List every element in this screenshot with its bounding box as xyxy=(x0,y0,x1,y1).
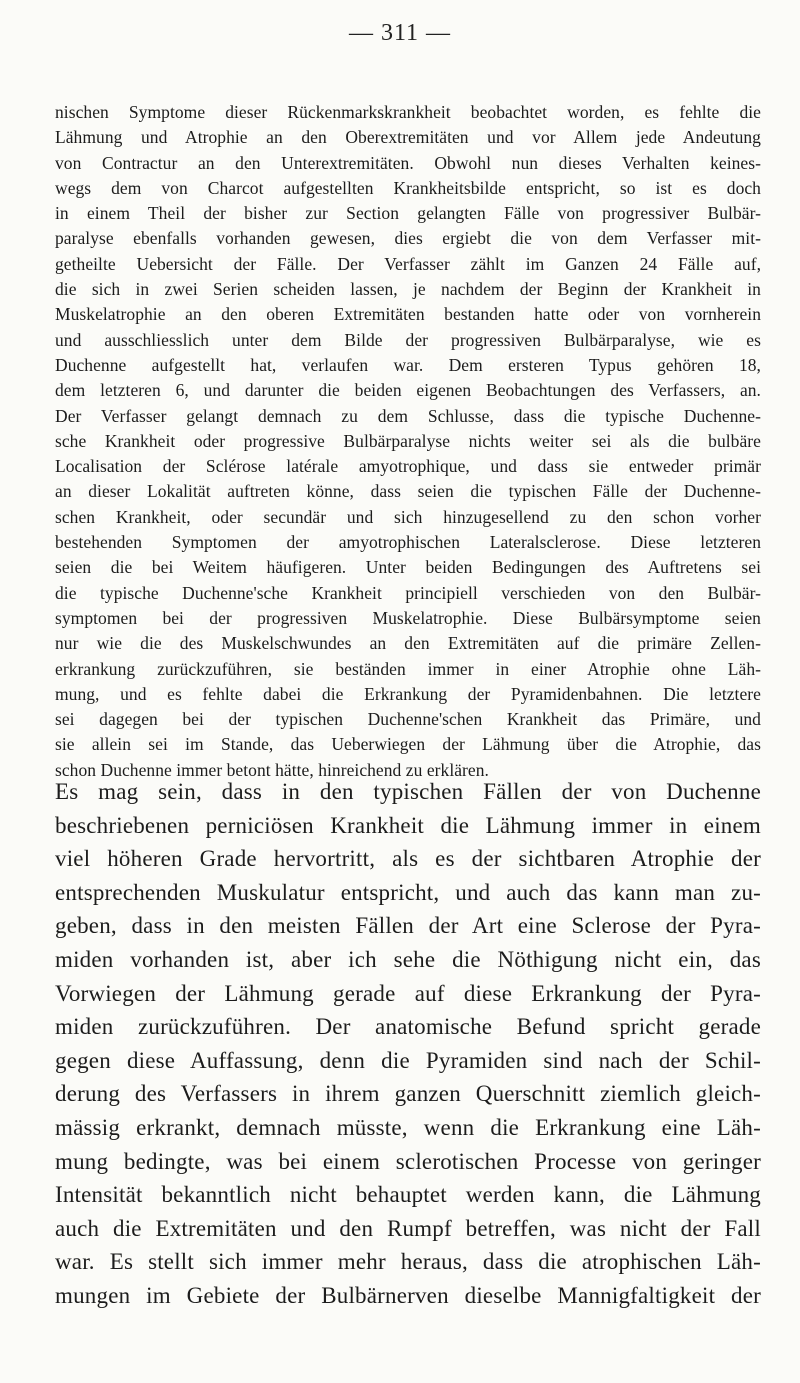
text-line: in einem Theil der bisher zur Section gelangten Fälle von progressiver Bulbär- xyxy=(55,203,761,224)
small-print-paragraph xyxy=(55,100,761,783)
text-line: nur wie die des Muskelschwundes an den Extremitäten auf die primäre Zellen- xyxy=(55,633,761,654)
large-print-paragraph xyxy=(55,775,761,1313)
text-line: sche Krankheit oder progressive Bulbärparalyse nichts weiter sei als die bulbäre xyxy=(55,430,761,451)
text-line: Intensität bekanntlich nicht behauptet werden kann, die Lähmung xyxy=(55,1182,761,1208)
text-line: viel höheren Grade hervortritt, als es der sichtbaren Atrophie der xyxy=(55,846,761,872)
text-line: Es mag sein, dass in den typischen Fällen der von Duchenne xyxy=(55,779,761,804)
text-line: schon Duchenne immer betont hätte, hinreichend zu erklären. xyxy=(55,759,489,780)
text-line: wegs dem von Charcot aufgestellten Krankheitsbilde entspricht, so ist es doch xyxy=(55,177,761,198)
text-line: Muskelatrophie an den oberen Extremitäten bestanden hatte oder von vornherein xyxy=(55,304,761,325)
text-line: Lähmung und Atrophie an den Oberextremitäten und vor Allem jede Andeutung xyxy=(55,127,761,148)
text-line: erkrankung zurückzuführen, sie beständen immer in einer Atrophie ohne Läh- xyxy=(55,658,761,679)
text-line: miden vorhanden ist, aber ich sehe die Nöthigung nicht ein, das xyxy=(55,946,761,972)
text-line: mung, und es fehlte dabei die Erkrankung der Pyramidenbahnen. Die letztere xyxy=(55,683,761,704)
text-line: gegen diese Auffassung, denn die Pyramiden sind nach der Schil- xyxy=(55,1047,761,1073)
text-line: bestehenden Symptomen der amyotrophischen Lateralsclerose. Diese letzteren xyxy=(55,532,761,553)
text-line: seien die bei Weitem häufigeren. Unter beiden Bedingungen des Auftretens sei xyxy=(55,557,761,578)
text-line: beschriebenen perniciösen Krankheit die Lähmung immer in einem xyxy=(55,812,761,838)
text-line: die typische Duchenne'sche Krankheit principiell verschieden von den Bulbär- xyxy=(55,582,761,603)
text-line: entsprechenden Muskulatur entspricht, und auch das kann man zu- xyxy=(55,879,761,905)
text-line: und ausschliesslich unter dem Bilde der progressiven Bulbärparalyse, wie es xyxy=(55,329,761,350)
text-line: dem letzteren 6, und darunter die beiden eigenen Beobachtungen des Verfassers, an. xyxy=(55,380,761,401)
text-line: von Contractur an den Unterextremitäten. Obwohl nun dieses Verhalten keines- xyxy=(55,152,761,173)
text-line: die sich in zwei Serien scheiden lassen, je nachdem der Beginn der Krankheit in xyxy=(55,279,761,300)
text-line: mässig erkrankt, demnach müsste, wenn die Erkrankung eine Läh- xyxy=(55,1114,761,1140)
text-line: miden zurückzuführen. Der anatomische Befund spricht gerade xyxy=(55,1014,761,1040)
text-line: Localisation der Sclérose latérale amyotrophique, und dass sie entweder primär xyxy=(55,456,761,477)
text-line: Der Verfasser gelangt demnach zu dem Schlusse, dass die typische Duchenne- xyxy=(55,405,761,426)
text-line: nischen Symptome dieser Rückenmarkskrankheit beobachtet worden, es fehlte die xyxy=(55,102,761,122)
text-line: auch die Extremitäten und den Rumpf betreffen, was nicht der Fall xyxy=(55,1215,761,1241)
text-line: mung bedingte, was bei einem sclerotischen Processe von geringer xyxy=(55,1148,761,1174)
text-line: paralyse ebenfalls vorhanden gewesen, dies ergiebt die von dem Verfasser mit- xyxy=(55,228,761,249)
text-line: an dieser Lokalität auftreten könne, dass seien die typischen Fälle der Duchenne- xyxy=(55,481,761,502)
text-line: Duchenne aufgestellt hat, verlaufen war. Dem ersteren Typus gehören 18, xyxy=(55,354,761,375)
text-line: geben, dass in den meisten Fällen der Art eine Sclerose der Pyra- xyxy=(55,913,761,939)
text-line: symptomen bei der progressiven Muskelatrophie. Diese Bulbärsymptome seien xyxy=(55,607,761,628)
page-number: — 311 — xyxy=(348,20,452,46)
text-line: getheilte Uebersicht der Fälle. Der Verfasser zählt im Ganzen 24 Fälle auf, xyxy=(55,253,761,274)
text-line: war. Es stellt sich immer mehr heraus, dass die atrophischen Läh- xyxy=(55,1249,761,1275)
text-line: sei dagegen bei der typischen Duchenne'schen Krankheit das Primäre, und xyxy=(55,709,761,730)
text-line: schen Krankheit, oder secundär und sich hinzugesellend zu den schon vorher xyxy=(55,506,761,527)
text-line: mungen im Gebiete der Bulbärnerven dieselbe Mannigfaltigkeit der xyxy=(55,1282,761,1308)
text-line: derung des Verfassers in ihrem ganzen Querschnitt ziemlich gleich- xyxy=(55,1081,761,1107)
text-line: Vorwiegen der Lähmung gerade auf diese Erkrankung der Pyra- xyxy=(55,980,761,1006)
text-line: sie allein sei im Stande, das Ueberwiegen der Lähmung über die Atrophie, das xyxy=(55,734,761,755)
